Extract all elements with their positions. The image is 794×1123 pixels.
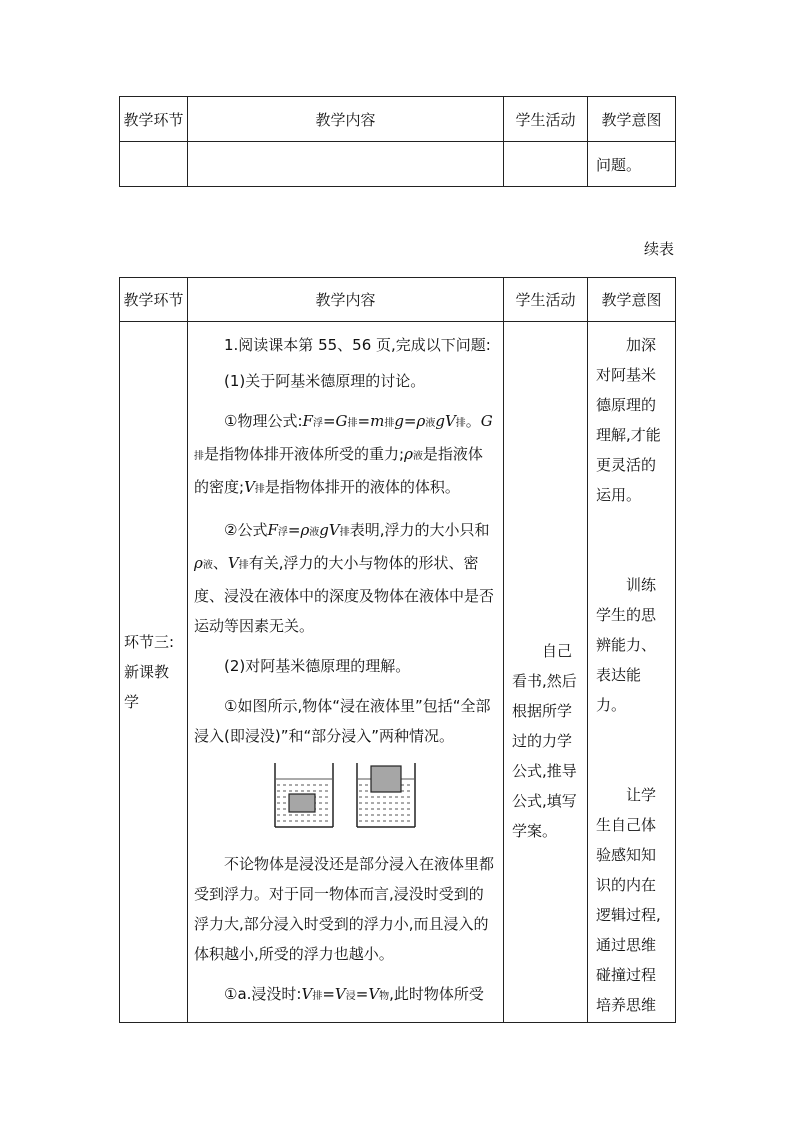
section-label: 环节三:新课教学 bbox=[120, 322, 188, 1023]
content-paragraph-discussion: (1)关于阿基米德原理的讨论。 bbox=[224, 372, 426, 390]
intent-logic-experience: 让学生自己体验感知知识的内在逻辑过程,通过思维碰撞过程培养思维 bbox=[596, 786, 661, 1014]
student-activity-text: 自己看书,然后根据所学过的力学公式,推导公式,填写学案。 bbox=[512, 642, 577, 840]
header-student-activity: 学生活动 bbox=[504, 97, 588, 142]
continued-label: 续表 bbox=[643, 240, 674, 258]
student-cell bbox=[504, 142, 588, 187]
intent-text: 问题。 bbox=[596, 156, 642, 174]
header-content: 教学内容 bbox=[188, 97, 504, 142]
header-student-activity: 学生活动 bbox=[504, 278, 588, 322]
partially-immersed-container bbox=[357, 763, 415, 827]
immersion-diagram-svg bbox=[271, 761, 421, 831]
header-teaching-intent: 教学意图 bbox=[588, 278, 676, 322]
content-paragraph-buoyancy-compare: 不论物体是浸没还是部分浸入在液体里都受到浮力。对于同一物体而言,浸没时受到的浮力大,部分浸入时受到的浮力小,而且浸入的体积越小,所受的浮力也越小。 bbox=[194, 855, 495, 963]
header-section: 教学环节 bbox=[120, 97, 188, 142]
intent-cell bbox=[588, 142, 676, 187]
content-paragraph-fully-immersed: ①a.浸没时:V排=V浸=V物,此时物体所受 bbox=[224, 985, 484, 1003]
lesson-table-top bbox=[119, 96, 676, 187]
content-paragraph-formula: ①物理公式:F浮=G排=m排g=ρ液gV排。G排是指物体排开液体所受的重力;ρ液是指液体的密度;V排是指物体排开的液体的体积。 bbox=[194, 412, 493, 496]
teaching-intent-cell bbox=[588, 322, 676, 1023]
content-paragraph-reading: 1.阅读课本第 55、56 页,完成以下问题: bbox=[224, 336, 491, 354]
content-cell bbox=[188, 142, 504, 187]
content-paragraph-formula-meaning: ②公式F浮=ρ液gV排表明,浮力的大小只和ρ液、V排有关,浮力的大小与物体的形状、密度、浸没在液体中的深度及物体在液体中是否运动等因素无关。 bbox=[194, 521, 495, 635]
content-paragraph-understanding: (2)对阿基米德原理的理解。 bbox=[224, 657, 411, 675]
section-cell bbox=[120, 142, 188, 187]
student-activity-cell bbox=[504, 322, 588, 1023]
table-row bbox=[120, 322, 676, 1023]
buoyancy-diagram bbox=[194, 761, 497, 831]
content-paragraph-immersion: ①如图所示,物体“浸在液体里”包括“全部浸入(即浸没)”和“部分浸入”两种情况。 bbox=[194, 697, 491, 745]
table-header-row bbox=[120, 97, 676, 142]
intent-understanding: 加深对阿基米德原理的理解,才能更灵活的运用。 bbox=[596, 336, 661, 504]
table-header-row bbox=[120, 278, 676, 322]
floating-object bbox=[371, 766, 401, 792]
header-section: 教学环节 bbox=[120, 278, 188, 322]
immersed-object bbox=[289, 794, 315, 812]
intent-thinking-skills: 训练学生的思辨能力、表达能力。 bbox=[596, 576, 657, 714]
lesson-table-main bbox=[119, 277, 676, 1023]
content-cell bbox=[188, 322, 504, 1023]
table-row bbox=[120, 142, 676, 187]
header-content: 教学内容 bbox=[188, 278, 504, 322]
fully-immersed-container bbox=[275, 763, 333, 827]
header-teaching-intent: 教学意图 bbox=[588, 97, 676, 142]
